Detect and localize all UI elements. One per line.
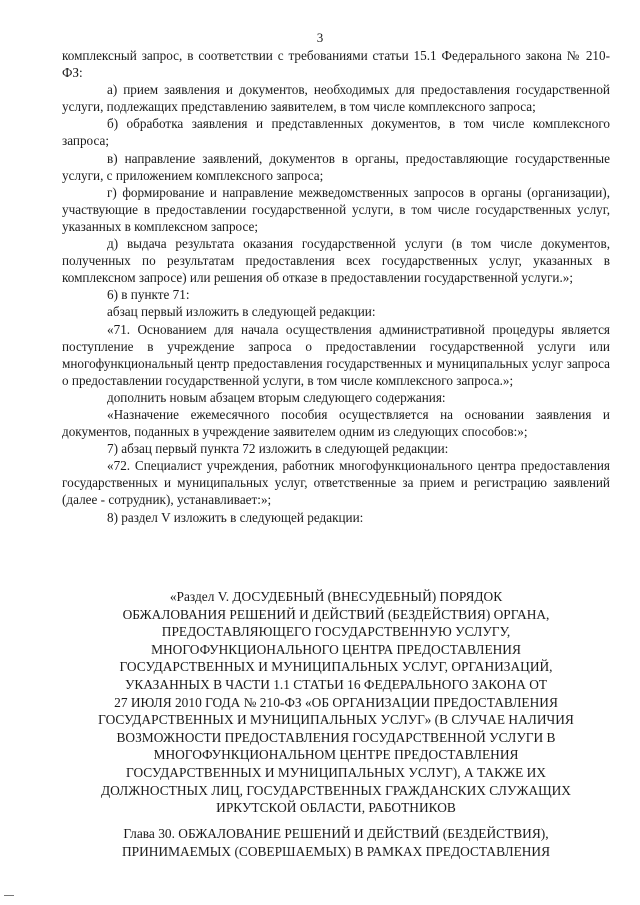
- paragraph: 6) в пункте 71:: [107, 287, 190, 303]
- heading-line: ДОЛЖНОСТНЫХ ЛИЦ, ГОСУДАРСТВЕННЫХ ГРАЖДАНСКИХ СЛУЖАЩИХ: [101, 782, 571, 798]
- heading-line: МНОГОФУНКЦИОНАЛЬНОГО ЦЕНТРА ПРЕДОСТАВЛЕНИЯ: [151, 641, 521, 657]
- heading-line: ОБЖАЛОВАНИЯ РЕШЕНИЙ И ДЕЙСТВИЙ (БЕЗДЕЙСТВИЯ) ОРГАНА,: [122, 606, 550, 622]
- list-item: г) формирование и направление межведомственных запросов в органы (организации), участвующие в предоставлении государственной услуги, в том числе государственных услуг, указанных в комплексном запросе;: [62, 184, 610, 234]
- paragraph: 8) раздел V изложить в следующей редакции:: [107, 509, 364, 525]
- paragraph: дополнить новым абзацем вторым следующего содержания:: [107, 389, 446, 405]
- heading-line: ГОСУДАРСТВЕННЫХ И МУНИЦИПАЛЬНЫХ УСЛУГ), А ТАКЖЕ ИХ: [126, 764, 546, 780]
- chapter-heading: [62, 825, 610, 861]
- paragraph: комплексный запрос, в соответствии с требованиями статьи 15.1 Федерального закона № 210-ФЗ:: [62, 48, 610, 81]
- heading-line: «Раздел V. ДОСУДЕБНЫЙ (ВНЕСУДЕБНЫЙ) ПОРЯДОК: [169, 589, 503, 604]
- heading-line: ПРИНИМАЕМЫХ (СОВЕРШАЕМЫХ) В РАМКАХ ПРЕДОСТАВЛЕНИЯ: [121, 844, 551, 859]
- heading-line: МНОГОФУНКЦИОНАЛЬНОМ ЦЕНТРЕ ПРЕДОСТАВЛЕНИЯ: [153, 747, 519, 763]
- heading-line: ВОЗМОЖНОСТИ ПРЕДОСТАВЛЕНИЯ ГОСУДАРСТВЕННОЙ УСЛУГИ В: [116, 729, 556, 745]
- heading-line: УКАЗАННЫХ В ЧАСТИ 1.1 СТАТЬИ 16 ФЕДЕРАЛЬНОГО ЗАКОНА ОТ: [124, 676, 548, 692]
- heading-line: 27 ИЮЛЯ 2010 ГОДА № 210-ФЗ «ОБ ОРГАНИЗАЦИИ ПРЕДОСТАВЛЕНИЯ: [114, 694, 558, 710]
- scan-edge-mark: [4, 895, 14, 896]
- document-body: [62, 47, 610, 526]
- page-number: 3: [316, 30, 324, 45]
- paragraph: «72. Специалист учреждения, работник многофункционального центра предоставления государственных и муниципальных услуг, ответственные за прием и регистрацию заявлений (далее - сотрудник), устанавливает:»;: [62, 458, 610, 508]
- heading-line: ГОСУДАРСТВЕННЫХ И МУНИЦИПАЛЬНЫХ УСЛУГ, ОРГАНИЗАЦИЙ,: [119, 659, 553, 675]
- section-heading: [62, 588, 610, 817]
- heading-line: ГОСУДАРСТВЕННЫХ И МУНИЦИПАЛЬНЫХ УСЛУГ» (В СЛУЧАЕ НАЛИЧИЯ: [98, 712, 574, 728]
- paragraph: 7) абзац первый пункта 72 изложить в следующей редакции:: [107, 441, 449, 457]
- paragraph: «71. Основанием для начала осуществления административной процедуры является поступление в учреждение запроса о предоставлении государственной услуги или многофункциональный центр предоставления государственных и муниципальных услуг запроса о предоставлении государственной услуги, в том числе комплексного запроса.»;: [62, 321, 610, 388]
- list-item: а) прием заявления и документов, необходимых для предоставления государственной услуги, подлежащих представлению заявителем, в том числе комплексного запроса;: [62, 82, 610, 115]
- list-item: д) выдача результата оказания государственной услуги (в том числе документов, полученных по результатам предоставления всех государственных услуг, указанных в комплексном запросе) или решения об отказе в предоставлении государственной услуги.»;: [62, 236, 610, 286]
- heading-line: ИРКУТСКОЙ ОБЛАСТИ, РАБОТНИКОВ: [216, 800, 456, 816]
- heading-line: ПРЕДОСТАВЛЯЮЩЕГО ГОСУДАРСТВЕННУЮ УСЛУГУ,: [161, 624, 511, 640]
- paragraph: «Назначение ежемесячного пособия осуществляется на основании заявления и документов, поданных в учреждение заявителем одним из следующих способов:»;: [62, 406, 610, 440]
- list-item: б) обработка заявления и представленных документов, в том числе комплексного запроса;: [62, 116, 610, 149]
- heading-line: Глава 30. ОБЖАЛОВАНИЕ РЕШЕНИЙ И ДЕЙСТВИЙ (БЕЗДЕЙСТВИЯ),: [123, 826, 549, 841]
- paragraph: абзац первый изложить в следующей редакции:: [107, 304, 376, 320]
- list-item: в) направление заявлений, документов в органы, предоставляющие государственные услуги, с приложением комплексного запроса;: [62, 150, 610, 183]
